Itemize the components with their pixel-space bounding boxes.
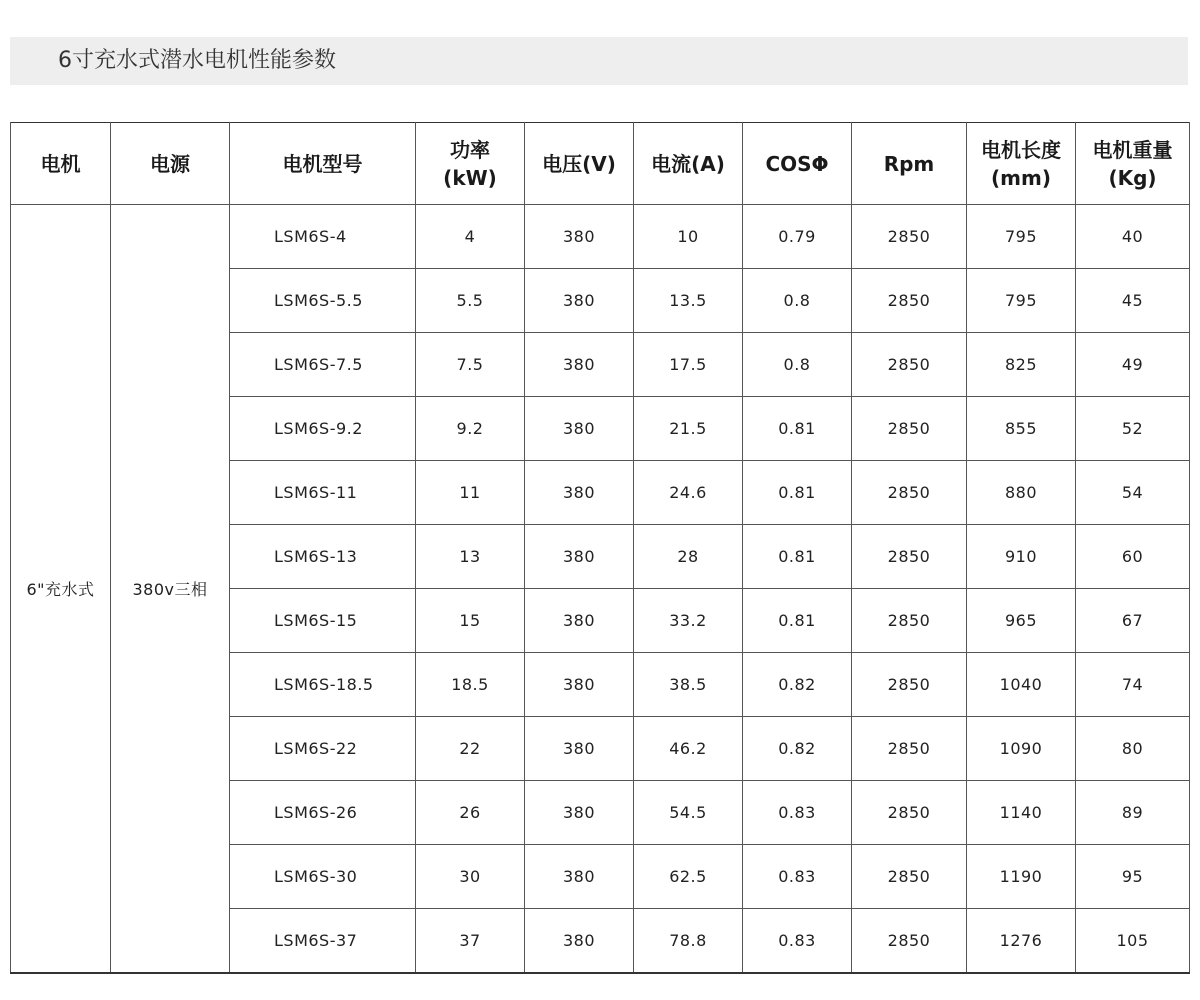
current-cell: 13.5 [634, 269, 743, 333]
power-cell: 26 [416, 781, 525, 845]
power-cell: 9.2 [416, 397, 525, 461]
voltage-cell: 380 [525, 397, 634, 461]
current-cell: 24.6 [634, 461, 743, 525]
voltage-cell: 380 [525, 653, 634, 717]
header-power [416, 123, 525, 205]
header-voltage: 电压(V) [525, 123, 634, 205]
current-cell: 10 [634, 205, 743, 269]
model-cell: LSM6S-4 [230, 205, 416, 269]
model-cell: LSM6S-7.5 [230, 333, 416, 397]
table-body [11, 205, 1190, 974]
weight-cell: 105 [1076, 909, 1190, 974]
current-cell: 28 [634, 525, 743, 589]
length-cell: 1276 [967, 909, 1076, 974]
weight-cell: 95 [1076, 845, 1190, 909]
cos-cell: 0.81 [743, 397, 852, 461]
model-cell: LSM6S-30 [230, 845, 416, 909]
voltage-cell: 380 [525, 781, 634, 845]
model-cell: LSM6S-15 [230, 589, 416, 653]
rpm-cell: 2850 [852, 205, 967, 269]
header-length-label: 电机长度 [981, 137, 1061, 162]
cos-cell: 0.82 [743, 717, 852, 781]
header-weight-label: 电机重量 [1092, 137, 1173, 162]
model-cell: LSM6S-5.5 [230, 269, 416, 333]
cos-cell: 0.81 [743, 589, 852, 653]
power-cell: 13 [416, 525, 525, 589]
power-supply-cell: 380v三相 [111, 205, 230, 974]
power-cell: 18.5 [416, 653, 525, 717]
rpm-cell: 2850 [852, 525, 967, 589]
weight-cell: 67 [1076, 589, 1190, 653]
power-cell: 37 [416, 909, 525, 974]
voltage-cell: 380 [525, 205, 634, 269]
current-cell: 33.2 [634, 589, 743, 653]
weight-cell: 49 [1076, 333, 1190, 397]
weight-cell: 60 [1076, 525, 1190, 589]
length-cell: 1140 [967, 781, 1076, 845]
length-cell: 910 [967, 525, 1076, 589]
power-cell: 4 [416, 205, 525, 269]
current-cell: 54.5 [634, 781, 743, 845]
rpm-cell: 2850 [852, 653, 967, 717]
spec-table [10, 122, 1190, 974]
table-row [11, 205, 1190, 269]
cos-cell: 0.83 [743, 909, 852, 974]
power-cell: 22 [416, 717, 525, 781]
rpm-cell: 2850 [852, 589, 967, 653]
weight-cell: 80 [1076, 717, 1190, 781]
weight-cell: 52 [1076, 397, 1190, 461]
length-cell: 1190 [967, 845, 1076, 909]
cos-cell: 0.79 [743, 205, 852, 269]
model-cell: LSM6S-22 [230, 717, 416, 781]
header-model: 电机型号 [230, 123, 416, 205]
power-cell: 30 [416, 845, 525, 909]
power-cell: 15 [416, 589, 525, 653]
model-cell: LSM6S-18.5 [230, 653, 416, 717]
voltage-cell: 380 [525, 909, 634, 974]
rpm-cell: 2850 [852, 781, 967, 845]
header-power-source: 电源 [111, 123, 230, 205]
cos-cell: 0.83 [743, 781, 852, 845]
model-cell: LSM6S-37 [230, 909, 416, 974]
rpm-cell: 2850 [852, 717, 967, 781]
cos-cell: 0.8 [743, 269, 852, 333]
model-cell: LSM6S-11 [230, 461, 416, 525]
header-current: 电流(A) [634, 123, 743, 205]
header-weight [1076, 123, 1190, 205]
rpm-cell: 2850 [852, 909, 967, 974]
weight-cell: 45 [1076, 269, 1190, 333]
power-cell: 7.5 [416, 333, 525, 397]
header-length [967, 123, 1076, 205]
weight-cell: 89 [1076, 781, 1190, 845]
voltage-cell: 380 [525, 461, 634, 525]
voltage-cell: 380 [525, 717, 634, 781]
current-cell: 78.8 [634, 909, 743, 974]
length-cell: 965 [967, 589, 1076, 653]
current-cell: 21.5 [634, 397, 743, 461]
voltage-cell: 380 [525, 269, 634, 333]
header-motor: 电机 [11, 123, 111, 205]
model-cell: LSM6S-13 [230, 525, 416, 589]
cos-cell: 0.8 [743, 333, 852, 397]
rpm-cell: 2850 [852, 269, 967, 333]
current-cell: 46.2 [634, 717, 743, 781]
motor-type-cell: 6"充水式 [11, 205, 111, 974]
header-weight-unit: (Kg) [1108, 165, 1157, 190]
header-power-label: 功率 [450, 137, 490, 162]
current-cell: 38.5 [634, 653, 743, 717]
voltage-cell: 380 [525, 333, 634, 397]
cos-cell: 0.81 [743, 461, 852, 525]
rpm-cell: 2850 [852, 845, 967, 909]
power-cell: 11 [416, 461, 525, 525]
length-cell: 880 [967, 461, 1076, 525]
cos-cell: 0.81 [743, 525, 852, 589]
model-cell: LSM6S-9.2 [230, 397, 416, 461]
page-title: 6寸充水式潜水电机性能参数 [58, 48, 336, 73]
length-cell: 795 [967, 269, 1076, 333]
voltage-cell: 380 [525, 845, 634, 909]
cos-cell: 0.83 [743, 845, 852, 909]
length-cell: 1090 [967, 717, 1076, 781]
length-cell: 795 [967, 205, 1076, 269]
header-length-unit: (mm) [991, 165, 1051, 190]
cos-cell: 0.82 [743, 653, 852, 717]
power-cell: 5.5 [416, 269, 525, 333]
model-cell: LSM6S-26 [230, 781, 416, 845]
weight-cell: 74 [1076, 653, 1190, 717]
header-rpm: Rpm [852, 123, 967, 205]
table-header-row [11, 123, 1190, 205]
header-power-unit: (kW) [443, 165, 497, 190]
current-cell: 17.5 [634, 333, 743, 397]
weight-cell: 40 [1076, 205, 1190, 269]
length-cell: 1040 [967, 653, 1076, 717]
length-cell: 855 [967, 397, 1076, 461]
rpm-cell: 2850 [852, 333, 967, 397]
weight-cell: 54 [1076, 461, 1190, 525]
title-bar [10, 37, 1188, 85]
length-cell: 825 [967, 333, 1076, 397]
voltage-cell: 380 [525, 589, 634, 653]
current-cell: 62.5 [634, 845, 743, 909]
header-cos: COSΦ [743, 123, 852, 205]
voltage-cell: 380 [525, 525, 634, 589]
rpm-cell: 2850 [852, 461, 967, 525]
rpm-cell: 2850 [852, 397, 967, 461]
